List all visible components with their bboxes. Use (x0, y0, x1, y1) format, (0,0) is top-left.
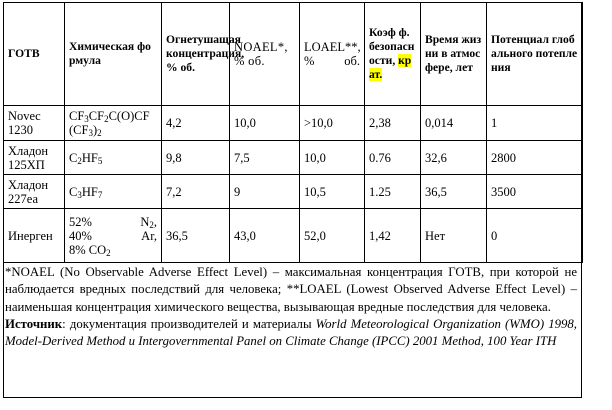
footnote-text: *NOAEL (No Observable Adverse Effect Level) – максимальная концентрация ГОТВ, при которой не наблюдается вредных последствий для человека; **LOAEL (Lowest Observed Adverse Effect Level) – наименьшая концентрация химического вещества, вызывающая вредные последствия для человека. (5, 265, 577, 314)
formula-part: C (69, 150, 78, 165)
formula-sub: 2 (106, 247, 111, 258)
header-loael: LOAEL**, % об. (300, 3, 365, 106)
formula-sub: 5 (97, 155, 103, 166)
formula-line: 40% Ar, (69, 228, 157, 243)
header-safety-highlight: крат. (369, 54, 412, 81)
cell-gwp: 2800 (487, 141, 583, 175)
formula-sub: 3 (84, 114, 89, 124)
notes-block (5, 264, 577, 350)
formula-part: HF (81, 184, 98, 199)
header-safety (365, 3, 421, 106)
cell-concentration: 4,2 (162, 106, 230, 141)
cell-loael: 10,5 (300, 175, 365, 209)
cell-lifetime: Нет (421, 209, 487, 263)
cell-name: Хладон 227еа (4, 175, 65, 209)
header-noael: NOAEL*, % об. (230, 3, 300, 106)
header-concentration (162, 3, 245, 106)
cell-safety: 2,38 (365, 106, 421, 141)
cell-formula (65, 141, 162, 175)
source-paragraph (5, 316, 577, 351)
cell-name: Novec 1230 (4, 106, 65, 141)
header-safety-text: Коэф ф. безопасности, (369, 26, 415, 67)
cell-gwp: 0 (487, 209, 583, 263)
cell-gwp: 3500 (487, 175, 583, 209)
formula-part: , (153, 214, 157, 229)
header-gwp: Потенциал глобального потепления (487, 3, 583, 106)
source-label: Источник (5, 316, 63, 331)
header-concentration-text: Огнетушащая концентрация, % об. (166, 33, 245, 74)
formula-sub: 7 (97, 189, 103, 200)
header-lifetime: Время жизни в атмосфере, лет (421, 3, 487, 106)
source-italic: World Meteorological Organization (WMO) 1998, Model-Derived Method и Intergovernmental Panel on Climate Change (IPCC) 2001 Method, 100 Year ITH (5, 316, 577, 349)
table-header-row (4, 3, 583, 106)
cell-safety: 1,42 (365, 209, 421, 263)
cell-safety: 0.76 (365, 141, 421, 175)
cell-lifetime: 0,014 (421, 106, 487, 141)
formula-part: CF (88, 109, 105, 123)
cell-lifetime: 32,6 (421, 141, 487, 175)
table-row (4, 141, 583, 175)
cell-gwp: 1 (487, 106, 583, 141)
cell-safety: 1.25 (365, 175, 421, 209)
cell-name: Хладон 125ХП (4, 141, 65, 175)
formula-sub: 2 (77, 155, 82, 166)
cell-loael: >10,0 (300, 106, 365, 141)
formula-sub: 2 (149, 219, 154, 230)
cell-formula (65, 106, 162, 141)
formula-part: 52% N (69, 214, 150, 229)
table-row (4, 209, 583, 263)
table-row (4, 175, 583, 209)
cell-concentration: 7,2 (162, 175, 230, 209)
header-formula: Химическая формула (65, 3, 162, 106)
cell-loael: 52,0 (300, 209, 365, 263)
cell-concentration: 36,5 (162, 209, 230, 263)
formula-line (69, 243, 157, 257)
formula-part: CF (69, 109, 85, 123)
formula-sub: 3 (88, 128, 93, 138)
cell-noael: 10,0 (230, 106, 300, 141)
formula-sub: 2 (104, 114, 109, 124)
formula-sub: 3 (77, 189, 82, 200)
cell-lifetime: 36,5 (421, 175, 487, 209)
formula-sub: 2 (97, 128, 102, 138)
cell-formula (65, 209, 162, 263)
formula-part: 8% CO (69, 242, 107, 257)
source-text: : документация производителей и материалы (62, 316, 316, 331)
formula-part: HF (81, 150, 98, 165)
formula-part: C(O)CF(CF (69, 109, 150, 137)
cell-noael: 9 (230, 175, 300, 209)
header-gotv: ГОТВ (4, 3, 65, 106)
cell-noael: 7,5 (230, 141, 300, 175)
formula-line (69, 215, 157, 229)
table-row (4, 106, 583, 141)
gas-agents-table (3, 2, 583, 263)
formula-part: ) (92, 123, 98, 137)
formula-part: C (69, 184, 78, 199)
cell-name: Инерген (4, 209, 65, 263)
cell-loael: 10,0 (300, 141, 365, 175)
cell-concentration: 9,8 (162, 141, 230, 175)
cell-formula (65, 175, 162, 209)
cell-noael: 43,0 (230, 209, 300, 263)
